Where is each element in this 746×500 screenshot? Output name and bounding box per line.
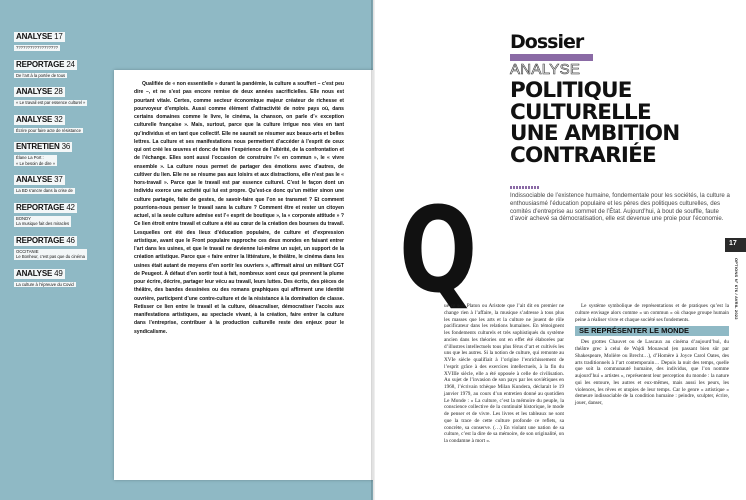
- toc-section: [14, 87, 65, 97]
- toc-section: [14, 203, 77, 213]
- dossier-kicker: Dossier: [510, 31, 584, 53]
- toc-subtitle: « Le travail est par essence culturel »: [16, 100, 86, 105]
- body-paragraph: ue ce soit Platon ou Aristote que l’ait dit en premier ne change rien à l’affaire, la musique s’adresse à tous plus les masses que les arts et la culture ne jouent de rôle pacificateur dans les relations humaines. En témoignent les fondements culturels et très sophistiqués du système ancien dans les théories ont en effet été élaborées par d’illustres intellectuels tous plus férus d’art et cultivés les uns que les autres. Si la notion de culture, qui remonte au XVIe siècle qualifiait à l’origine l’enrichissement de l’esprit grâce à des exercices intellectuels, à la fin du XVIIIe siècle, elle a été opposée à celle de civilisation. Au sujet de l’invasion de son pays par les soviétiques en 1968, l’écrivain tchèque Milan Kundera, déclarait le 19 janvier 1979, au cours d’un entretien donné au quotidien Le Monde : « La culture, c’est la mémoire du peuple, la conscience collective de la continuité historique, le mode de penser et de vivre. Les livres et les tableaux ne sont que la trace de cette culture profonde ce reflets, sa concrète, sa conserve. (…) En violant une nation de sa culture, c’est la dire de sa mémoire, de son originalité, on la condamne à mort ».: [444, 303, 564, 444]
- page-number-tab: [725, 238, 746, 252]
- toc-page-number: 28: [54, 87, 63, 96]
- toc-subtitle: Élane La Port : « Le besoin de dire »: [16, 155, 56, 166]
- toc-page-number: 37: [54, 175, 63, 184]
- toc-entry: [14, 263, 124, 288]
- body-paragraph: Le système symbolique de représentations et de pratiques qu’est la culture envisage alors comme « un commun » où chaque groupe humain peine à réaliser vivre et chaque société ses fondements.: [575, 303, 729, 323]
- dotted-rule: [510, 186, 540, 189]
- toc-section-name: ENTRETIEN: [16, 142, 60, 151]
- toc-entry: [14, 169, 124, 194]
- toc-subtitle: BONDY La musique fait des miracles: [16, 215, 70, 226]
- toc-section-name: REPORTAGE: [16, 235, 65, 245]
- toc-page-number: 24: [66, 59, 75, 69]
- toc-section: [14, 32, 65, 42]
- dossier-underline: [510, 54, 593, 61]
- side-folio: [730, 258, 740, 324]
- toc-section-name: ANALYSE: [16, 268, 53, 278]
- section-label: ANALYSE: [510, 61, 581, 78]
- drop-cap: Q: [399, 181, 478, 319]
- toc-entry: [14, 197, 124, 227]
- body-paragraph: Des grottes Chauvet ou de Lascaux au cinéma d’aujourd’hui, du théâtre grec à celui de Wajdi Mouawad (en passant bien sûr par Shakespeare, Molière ou Brecht…), d’Homère à Joyce Carol Oates, des arts traditionnels à l’art contemporain… Depuis la nuit des temps, quelle que soit la communauté humaine, des individus, que l’on nomme aujourd’hui « artistes », représentent leur perception du monde : la nature qui les entoure, les autres et eux-mêmes, mais aussi les peurs, les violences, les rêves et utopies de leur temps. Car le genre « artistique » demeure indissociable de la condition humaine : peindre, sculpter, écrire, jouer, danser,: [575, 339, 729, 406]
- editorial-paragraph: Qualifiée de « non essentielle » durant la pandémie, la culture a souffert – c’est peu dire –, et ne s’est pas encore remise de deux années sacrificielles. Elle nous est pourtant vitale. Certes, comme secteur économique majeur créateur de richesse et pourvoyeur d’emplois. Aussi comme élément d’attractivité de notre pays où, dans certains domaines comme le livre, le cinéma, la chanson, on parle d’« exception culturelle française ». Mais, surtout, parce que la culture irrigue nos vies en tant qu’individus et en tant que collectif. Elle ne saurait se résumer aux beaux-arts et belles lettres. La culture et ses manifestations nous permettent d’accéder à l’esprit de ceux qui ont créé les œuvres et donc de faire l’expérience de l’altérité, de la confrontation et de l’échange. Elles sont aussi l’occasion de construire l’« en commun », le « vivre ensemble ». La culture nous permet de partager des émotions avec d’autres, de cultiver du lien. Elle ne se résume pas aux loisirs et aux distractions, elle n’est pas le « hors-travail ». Parce que le travail est par essence culturel. C’est le façon dont un individu exerce une activité qui lui est propre. Qu’est-ce donc qu’un métier sinon une culture partagée, faite de gestes, de savoir-faire que l’on se transmet ? Et comment pourrions-nous penser le travail sans la culture ? Comment être et rester un citoyen actuel, si la seule culture admise est l’« esprit de boutique », la « corporate attitude » ? Ce lien étroit entre travail et culture a été au cœur de la création des bourses du travail. Lesquelles ont été des lieux d’éducation populaire, de culture et d’expression artistique, avant que le Front populaire rapproche ces deux mondes en faisant entrer l’art dans les usines, et que le travail ne devienne lui-même un sujet, un support de la création artistique. Parce que « faire entrer la littérature, le théâtre, le cinéma dans les usines était autant de moyens d’en sortir les ouvriers », affirmait ainsi un militant CGT de Peugeot. À défaut d’en sortir tout à fait, nombreux sont ceux qui prennent la plume pour écrire, décrire, partager leur vécu au travail, leurs luttes. Des écrits, des pièces de théâtre, des bandes dessinées ou des romans graphiques qui affirment une identité ouvrière, participent d’une contre-culture et de la résistance à la domination de classe. Retisser ce lien entre le travail et la culture, désacraliser, démocratiser l’accès aux manifestations artistiques, au spectacle vivant, à la création, faire entrer la culture dans l’entreprise, contribuer à la production culturelle reste des enjeux pour le syndicalisme.: [134, 81, 344, 335]
- toc-section: [14, 175, 65, 185]
- headline-line: CULTURELLE: [510, 99, 651, 125]
- toc-section-name: ANALYSE: [16, 114, 53, 124]
- toc-section: [14, 236, 77, 246]
- editorial-text: [134, 80, 344, 336]
- toc-subtitle: OCCITANIE Le Bonheur, c’est pas que du cinéma: [16, 248, 85, 259]
- toc-entry: [14, 81, 124, 106]
- page-number: 17: [729, 240, 737, 247]
- toc-section: [14, 60, 77, 70]
- toc-entry: [14, 136, 124, 166]
- toc-entry: [14, 109, 124, 134]
- toc-subtitle: La culture à l’épreuve du Covid: [16, 281, 74, 287]
- subheading: SE REPRÉSENTER LE MONDE: [575, 326, 729, 336]
- toc-section: [14, 142, 72, 152]
- right-page: [375, 0, 746, 500]
- toc-section-name: ANALYSE: [16, 175, 53, 184]
- toc-subtitle: ??????????????????: [16, 45, 58, 50]
- toc-page-number: 32: [54, 114, 63, 124]
- toc-page-number: 46: [66, 235, 75, 245]
- toc-entry: [14, 230, 124, 260]
- body-column-1: [406, 303, 564, 445]
- body-column-2: [575, 303, 729, 407]
- toc-page-number: 17: [54, 32, 63, 41]
- toc-section-name: REPORTAGE: [16, 202, 65, 212]
- toc-entry: [14, 54, 124, 79]
- toc-subtitle: Écrire pour faire acte de résistance: [16, 127, 81, 133]
- toc-section: [14, 269, 65, 279]
- headline-line: CONTRARIÉE: [510, 142, 656, 168]
- toc-section: [14, 115, 65, 125]
- toc-page-number: 42: [66, 202, 75, 212]
- side-folio-text: OPTIONS N° 676 / AVRIL 2022: [734, 258, 739, 320]
- toc-subtitle: De l’art à la portée de tous: [16, 72, 66, 78]
- toc-page-number: 36: [61, 142, 71, 151]
- toc-section-name: ANALYSE: [16, 87, 53, 96]
- toc-section-name: REPORTAGE: [16, 59, 65, 69]
- article-standfirst: Indissociable de l’existence humaine, fondementale pour les sociétés, la culture a enthousiasmé l’éducation populaire et les pères des politiques culturelles, des comités d’entreprise au sommet de l’État. Aujourd’hui, à bout de souffle, faute d’avoir achevé sa démocratisation, elle est devenue une proie pour l’économie.: [510, 192, 730, 223]
- toc-page-number: 49: [54, 268, 63, 278]
- article-headline: [510, 80, 740, 166]
- headline-line: UNE AMBITION: [510, 121, 680, 146]
- toc-section-name: ANALYSE: [16, 32, 53, 41]
- toc-entry: [14, 26, 124, 51]
- toc-subtitle: La BD s’ancre dans la crise de: [16, 188, 73, 193]
- table-of-contents: [14, 26, 124, 290]
- headline-line: POLITIQUE: [510, 78, 632, 103]
